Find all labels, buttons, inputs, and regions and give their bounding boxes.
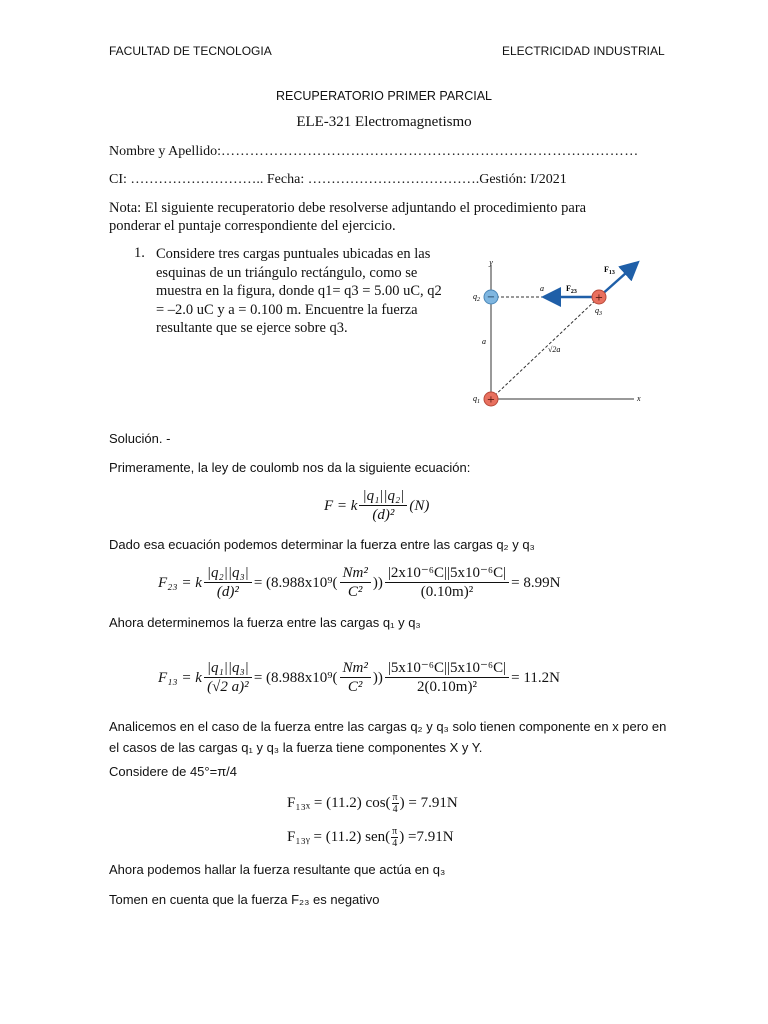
eq3-num2: Nm² bbox=[340, 660, 371, 678]
y-axis-label: y bbox=[489, 258, 493, 267]
eq5-den: 4 bbox=[392, 838, 398, 849]
eq1-lhs: F = k bbox=[324, 497, 358, 514]
eq2-num1: |q₂||q₃| bbox=[204, 565, 252, 583]
ci-date-line: CI: ……………………….. Fecha: ……………………………….Gestión: I/2021 bbox=[109, 172, 567, 187]
f13y-equation bbox=[287, 826, 454, 849]
name-dots: …………………………………………………………………………… bbox=[221, 144, 639, 159]
q3-label: $q_3$ bbox=[595, 306, 602, 317]
solution-intro: Primeramente, la ley de coulomb nos da la siguiente ecuación: bbox=[109, 460, 471, 475]
eq3-result: = 11.2N bbox=[511, 669, 560, 686]
q1-label: $q_1$ bbox=[473, 394, 480, 405]
a-left-label: a bbox=[482, 337, 486, 346]
eq2-num2: Nm² bbox=[340, 565, 371, 583]
f13x-equation bbox=[287, 792, 458, 815]
eq3-lhs: F₁₃ = k bbox=[158, 669, 202, 686]
x-axis-label: x bbox=[637, 394, 641, 403]
eq3-mid2: )) bbox=[372, 669, 383, 686]
q3-plus-sign: + bbox=[594, 292, 604, 304]
solution-heading: Solución. - bbox=[109, 431, 171, 446]
f13-label: $F_{13}$ bbox=[604, 265, 615, 276]
eq2-frac3 bbox=[385, 565, 509, 601]
name-label: Nombre y Apellido: bbox=[109, 144, 221, 159]
eq2-mid: = (8.988x10⁹( bbox=[253, 574, 338, 591]
eq2-frac1 bbox=[204, 565, 252, 601]
paragraph-f23-intro: Dado esa ecuación podemos determinar la fuerza entre las cargas q₂ y q₃ bbox=[109, 537, 535, 552]
eq1-fraction bbox=[359, 488, 407, 524]
eq1-tail: (N) bbox=[409, 497, 430, 514]
a-top-label: a bbox=[540, 284, 544, 293]
eq2-num3: |2x10⁻⁶C||5x10⁻⁶C| bbox=[385, 565, 509, 583]
eq3-num3: |5x10⁻⁶C||5x10⁻⁶C| bbox=[385, 660, 509, 678]
eq5-rhs: ) =7.91N bbox=[399, 829, 454, 845]
eq4-lhs: F₁₃ₓ = (11.2) cos( bbox=[287, 795, 391, 811]
sqrt2a-label: √2a bbox=[548, 345, 561, 354]
problem-number: 1. bbox=[134, 245, 145, 261]
eq2-den1: (d)² bbox=[216, 584, 239, 600]
eq4-den: 4 bbox=[392, 804, 398, 815]
eq3-frac2 bbox=[340, 660, 371, 696]
triangle-charges-figure bbox=[462, 255, 652, 415]
note-text: Nota: El siguiente recuperatorio debe resolverse adjuntando el procedimiento para ponderar el puntaje correspondiente del ejercicio. bbox=[109, 200, 587, 234]
header-right: ELECTRICIDAD INDUSTRIAL bbox=[502, 44, 665, 58]
eq2-frac2 bbox=[340, 565, 371, 601]
q2-label: $q_2$ bbox=[473, 292, 480, 303]
paragraph-resultant: Ahora podemos hallar la fuerza resultante que actúa en q₃ bbox=[109, 862, 446, 877]
f13-equation bbox=[158, 660, 560, 696]
q1-plus-sign: + bbox=[486, 394, 496, 406]
eq3-frac3 bbox=[385, 660, 509, 696]
eq5-lhs: F₁₃ᵧ = (11.2) sen( bbox=[287, 829, 391, 845]
eq3-num1: |q₁||q₃| bbox=[204, 660, 252, 678]
paragraph-angle: Considere de 45°=π/4 bbox=[109, 764, 238, 779]
eq3-den1: (√2 a)² bbox=[207, 679, 249, 695]
eq2-den2: C² bbox=[347, 584, 363, 600]
minus-sign: − bbox=[486, 292, 496, 303]
page-subtitle: ELE-321 Electromagnetismo bbox=[296, 114, 472, 130]
eq5-num: π bbox=[392, 826, 398, 837]
eq3-mid: = (8.988x10⁹( bbox=[253, 669, 338, 686]
coulomb-equation bbox=[324, 488, 429, 524]
eq2-den3: (0.10m)² bbox=[420, 584, 474, 600]
eq1-den: (d)² bbox=[372, 507, 395, 523]
header-left: FACULTAD DE TECNOLOGIA bbox=[109, 44, 272, 58]
name-field-line bbox=[109, 144, 639, 160]
eq2-mid2: )) bbox=[372, 574, 383, 591]
eq4-rhs: ) = 7.91N bbox=[399, 795, 458, 811]
paragraph-negative-note: Tomen en cuenta que la fuerza F₂₃ es negativo bbox=[109, 892, 380, 907]
eq3-den2: C² bbox=[347, 679, 363, 695]
eq4-frac bbox=[392, 792, 399, 815]
eq4-num: π bbox=[392, 792, 398, 803]
eq1-num: |q₁||q₂| bbox=[359, 488, 407, 506]
f23-equation bbox=[158, 565, 560, 601]
f23-label: $F_{23}$ bbox=[566, 284, 577, 295]
eq2-lhs: F₂₃ = k bbox=[158, 574, 202, 591]
eq2-result: = 8.99N bbox=[511, 574, 561, 591]
eq5-frac bbox=[391, 826, 398, 849]
problem-text: Considere tres cargas puntuales ubicadas en las esquinas de un triángulo rectángulo, como se muestra en la figura, donde q1= q3 = 5.00 uC, q2 = –2.0 uC y a = 0.100 m. Encuentre la fuerza resultante que se ejerce sobre q3. bbox=[156, 246, 442, 336]
hypotenuse-dashed bbox=[491, 297, 599, 399]
eq3-den3: 2(0.10m)² bbox=[417, 679, 477, 695]
eq3-frac1 bbox=[204, 660, 252, 696]
paragraph-components: Analicemos en el caso de la fuerza entre las cargas q₂ y q₃ solo tienen componente en x pero en el casos de las cargas q₁ y q₃ la fuerza tiene componentes X y Y. bbox=[109, 719, 667, 755]
page-title: RECUPERATORIO PRIMER PARCIAL bbox=[275, 89, 492, 103]
paragraph-f13-intro: Ahora determinemos la fuerza entre las cargas q₁ y q₃ bbox=[109, 615, 421, 630]
